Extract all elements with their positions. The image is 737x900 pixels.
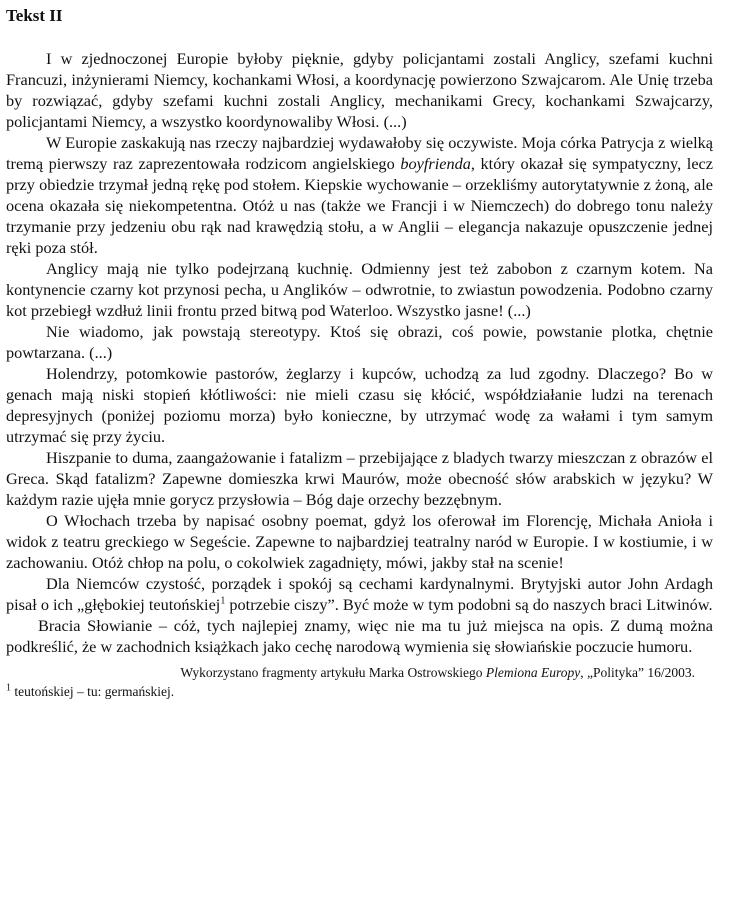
paragraph-4: Nie wiadomo, jak powstają stereotypy. Ktoś się obrazi, coś powie, powstanie plotka, chętnie powtarzana. (...) — [6, 322, 713, 362]
footnote — [6, 683, 713, 700]
paragraph-8 — [6, 573, 713, 615]
paragraph-3: Anglicy mają nie tylko podejrzaną kuchnię. Odmienny jest też zabobon z czarnym kotem. Na kontynencie czarny kot przynosi pecha, u Anglików – odwrotnie, to zwiastun powodzenia. Podobno czarny kot przebiegł wzdłuż linii frontu przed bitwą pod Waterloo. Wszystko jasne! (...) — [6, 259, 713, 320]
source-part-1: Wykorzystano fragmenty artykułu Marka Ostrowskiego — [180, 665, 486, 680]
footnote-reference: 1 — [220, 595, 226, 607]
source-attribution — [6, 664, 713, 681]
footnote-text: teutońskiej – tu: germańskiej. — [11, 684, 175, 699]
paragraph-9: Bracia Słowianie – cóż, tych najlepiej znamy, więc nie ma tu już miejsca na opis. Z dumą można podkreślić, że w zachodnich książkach jako cechę narodową wymienia się słowiańskie poczucie humoru. — [6, 616, 713, 656]
footnote-marker: 1 — [6, 682, 11, 694]
paragraph-2-italic: boyfrienda — [400, 154, 471, 173]
paragraph-2 — [6, 132, 713, 258]
paragraph-2-part-1: W Europie zaskakują nas rzeczy najbardziej wydawałoby się oczywiste. Moja córka Patrycja z wielką tremą pierwszy raz zaprezentowała rodzicom angielskiego — [6, 133, 713, 173]
source-italic-title: Plemiona Europy — [485, 665, 581, 680]
paragraph-6: Hiszpanie to duma, zaangażowanie i fatalizm – przebijające z bladych twarzy mieszczan z obrazów el Greca. Skąd fatalizm? Zapewne domieszka krwi Maurów, może obecność słów arabskich w języku? W każdym razie ujęła mnie gorycz przysłowia – Bóg daje orzechy bezzębnym. — [6, 448, 713, 509]
article-body — [6, 48, 713, 657]
paragraph-1: I w zjednoczonej Europie byłoby pięknie, gdyby policjantami zostali Anglicy, szefami kuchni Francuzi, inżynierami Niemcy, kochankami Włosi, a koordynację powierzono Szwajcarom. Ale Unię trzeba by rozwiązać, gdyby szefami kuchni zostali Anglicy, mechanikami Grecy, kochankami Szwajcarzy, policjantami Niemcy, a wszystko koordynowaliby Włosi. (...) — [6, 49, 713, 131]
paragraph-8-part-2: potrzebie ciszy”. Być może w tym podobni są do naszych braci Litwinów. — [225, 595, 713, 614]
paragraph-8-part-1: Dla Niemców czystość, porządek i spokój są cechami kardynalnymi. Brytyjski autor John Ardagh pisał o ich „głębokiej teutońskiej — [6, 574, 713, 614]
paragraph-7: O Włochach trzeba by napisać osobny poemat, gdyż los oferował im Florencję, Michała Anioła i widok z teatru greckiego w Segeście. Zapewne to najbardziej teatralny naród w Europie. I w kostiumie, i w zachowaniu. Otóż chłop na polu, o cokolwiek zagadnięty, mówi, jakby stał na scenie! — [6, 511, 713, 572]
document-title: Tekst II — [6, 6, 63, 25]
paragraph-2-part-2: , który okazał się sympatyczny, lecz przy obiedzie trzymał jedną rękę pod stołem. Kiepskie wychowanie – orzekliśmy autorytatywnie z żoną, ale ocena okazała się niekompetentna. Otóż u nas (także we Francji i w Niemczech) do dobrego tonu należy trzymanie przy jedzeniu obu rąk nad krawędzią stołu, a w Anglii – elegancja nakazuje opuszczenie jednej ręki poza stół. — [6, 154, 714, 257]
paragraph-5: Holendrzy, potomkowie pastorów, żeglarzy i kupców, uchodzą za lud zgodny. Dlaczego? Bo w genach mają niski stopień kłótliwości: nie mieli czasu się kłócić, współdziałanie ludzi na terenach depresyjnych (poniżej poziomu morza) było konieczne, by utrzymać wodę za wałami i tym samym utrzymać się przy życiu. — [6, 364, 713, 446]
source-part-2: , „Polityka” 16/2003. — [580, 665, 695, 680]
